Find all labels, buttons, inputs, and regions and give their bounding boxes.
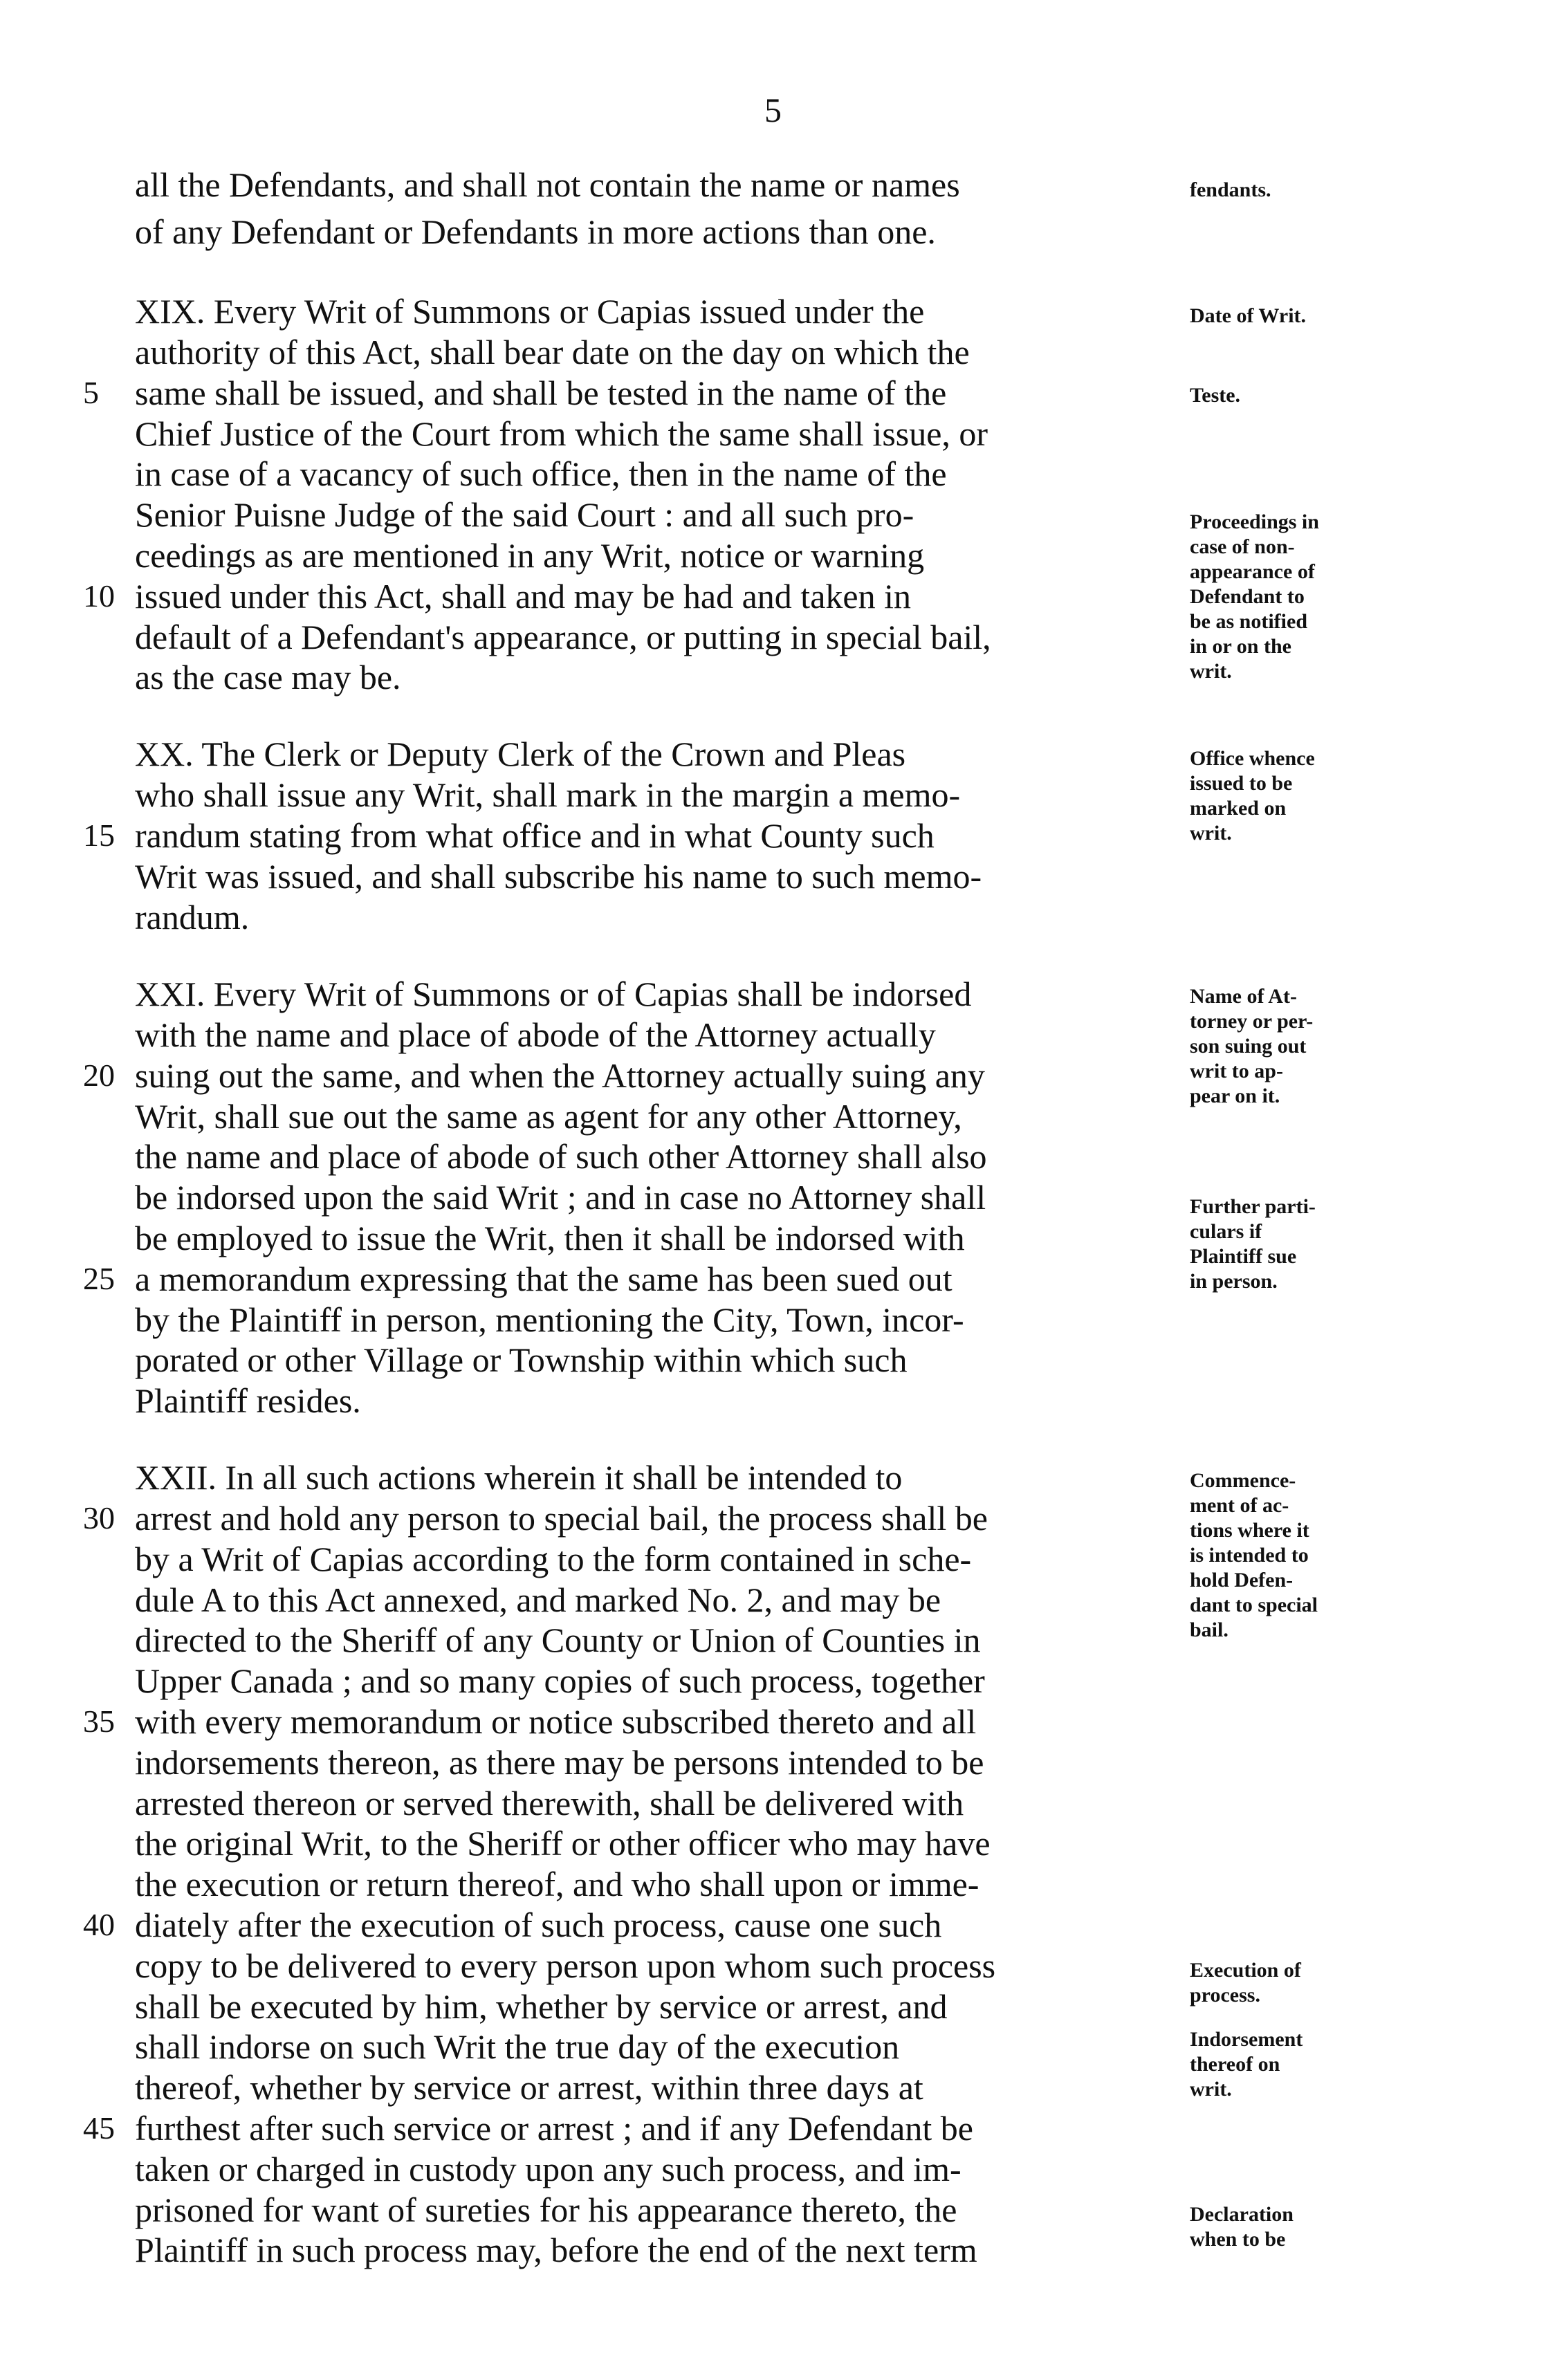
margin-note: Date of Writ. <box>1190 304 1307 327</box>
margin-note: in person. <box>1190 1270 1278 1293</box>
body-line: Plaintiff resides. <box>135 1381 361 1420</box>
body-line: the original Writ, to the Sheriff or other officer who may have <box>135 1824 991 1863</box>
margin-note: writ. <box>1190 2078 1232 2101</box>
margin-note: Further parti- <box>1190 1195 1316 1218</box>
margin-note: pear on it. <box>1190 1085 1280 1107</box>
body-line: randum stating from what office and in what County such <box>135 816 935 855</box>
body-line: be employed to issue the Writ, then it shall be indorsed with <box>135 1219 965 1257</box>
line-number: 5 <box>83 375 99 410</box>
margin-note: Name of At- <box>1190 985 1297 1008</box>
margin-note: Office whence <box>1190 747 1315 770</box>
line-number: 40 <box>83 1907 115 1942</box>
margin-note: culars if <box>1190 1220 1262 1243</box>
margin-note: tions where it <box>1190 1519 1309 1542</box>
margin-note: bail. <box>1190 1618 1228 1641</box>
margin-note: marked on <box>1190 797 1287 820</box>
line-number: 15 <box>83 818 115 853</box>
body-line: shall indorse on such Writ the true day of the execution <box>135 2027 900 2066</box>
body-line: who shall issue any Writ, shall mark in the margin a memo- <box>135 775 961 814</box>
margin-note: fendants. <box>1190 178 1271 201</box>
body-line: Upper Canada ; and so many copies of such process, together <box>135 1661 985 1700</box>
margin-note: dant to special <box>1190 1594 1318 1616</box>
margin-note: be as notified <box>1190 610 1308 633</box>
margin-note: hold Defen- <box>1190 1569 1294 1592</box>
margin-note: Plaintiff sue <box>1190 1245 1297 1268</box>
line-number: 35 <box>83 1704 115 1739</box>
line-number: 45 <box>83 2110 115 2146</box>
body-line: arrested thereon or served therewith, shall be delivered with <box>135 1784 964 1823</box>
margin-note: writ. <box>1190 660 1232 683</box>
body-line: all the Defendants, and shall not contain the name or names <box>135 165 960 204</box>
margin-note: ment of ac- <box>1190 1494 1289 1517</box>
body-line: diately after the execution of such process, cause one such <box>135 1906 942 1944</box>
body-line: thereof, whether by service or arrest, within three days at <box>135 2068 923 2107</box>
body-line: XX. The Clerk or Deputy Clerk of the Crown and Pleas <box>135 735 906 773</box>
margin-note: Execution of <box>1190 1959 1301 1982</box>
body-line: same shall be issued, and shall be tested in the name of the <box>135 373 947 412</box>
body-line: XXII. In all such actions wherein it shall be intended to <box>135 1458 903 1497</box>
body-line: authority of this Act, shall bear date on the day on which the <box>135 333 970 371</box>
margin-note: torney or per- <box>1190 1010 1314 1033</box>
line-number: 10 <box>83 578 115 614</box>
body-line: with every memorandum or notice subscribed thereto and all <box>135 1702 977 1741</box>
line-number: 30 <box>83 1500 115 1535</box>
body-line: default of a Defendant's appearance, or putting in special bail, <box>135 618 991 656</box>
margin-note: is intended to <box>1190 1544 1309 1567</box>
body-line: Writ was issued, and shall subscribe his name to such memo- <box>135 857 982 896</box>
body-line: shall be executed by him, whether by service or arrest, and <box>135 1987 948 2026</box>
body-line: ceedings as are mentioned in any Writ, notice or warning <box>135 536 925 575</box>
body-line: randum. <box>135 898 250 937</box>
margin-note: issued to be <box>1190 772 1293 795</box>
body-line: of any Defendant or Defendants in more actions than one. <box>135 212 936 251</box>
body-line: by the Plaintiff in person, mentioning the City, Town, incor- <box>135 1300 964 1339</box>
line-number: 25 <box>83 1261 115 1296</box>
margin-note: Teste. <box>1190 384 1241 407</box>
body-line: by a Writ of Capias according to the form contained in sche- <box>135 1540 972 1578</box>
body-line: be indorsed upon the said Writ ; and in case no Attorney shall <box>135 1178 986 1217</box>
body-line: as the case may be. <box>135 658 401 697</box>
body-line: porated or other Village or Township within which such <box>135 1340 908 1379</box>
body-line: indorsements thereon, as there may be persons intended to be <box>135 1743 984 1782</box>
body-line: XXI. Every Writ of Summons or of Capias shall be indorsed <box>135 975 972 1013</box>
margin-note: Proceedings in <box>1190 510 1319 533</box>
margin-note: process. <box>1190 1984 1260 2007</box>
body-line: with the name and place of abode of the Attorney actually <box>135 1015 936 1054</box>
body-line: Writ, shall sue out the same as agent for any other Attorney, <box>135 1097 962 1136</box>
margin-note: case of non- <box>1190 535 1295 558</box>
body-line: a memorandum expressing that the same has been sued out <box>135 1260 953 1298</box>
body-line: copy to be delivered to every person upon whom such process <box>135 1946 996 1985</box>
body-line: Senior Puisne Judge of the said Court : and all such pro- <box>135 495 914 534</box>
body-line: Chief Justice of the Court from which the same shall issue, or <box>135 414 988 453</box>
margin-note: writ to ap- <box>1190 1060 1283 1082</box>
body-line: XIX. Every Writ of Summons or Capias issued under the <box>135 292 925 331</box>
margin-note: Indorsement <box>1190 2028 1303 2051</box>
body-line: in case of a vacancy of such office, then in the name of the <box>135 454 947 493</box>
margin-note: Commence- <box>1190 1469 1296 1492</box>
body-line: Plaintiff in such process may, before the end of the next term <box>135 2231 977 2269</box>
body-line: the name and place of abode of such other Attorney shall also <box>135 1137 987 1176</box>
margin-note: appearance of <box>1190 560 1315 583</box>
page-number: 5 <box>764 91 782 129</box>
margin-note: Declaration <box>1190 2203 1294 2226</box>
margin-note: son suing out <box>1190 1035 1307 1058</box>
body-line: issued under this Act, shall and may be had and taken in <box>135 577 911 616</box>
margin-note: writ. <box>1190 822 1232 845</box>
margin-note: Defendant to <box>1190 585 1305 608</box>
margin-note: in or on the <box>1190 635 1291 658</box>
body-line: taken or charged in custody upon any such process, and im- <box>135 2150 961 2188</box>
body-line: dule A to this Act annexed, and marked No. 2, and may be <box>135 1580 941 1619</box>
body-line: furthest after such service or arrest ; and if any Defendant be <box>135 2109 973 2148</box>
body-line: prisoned for want of sureties for his appearance thereto, the <box>135 2190 957 2229</box>
margin-note: thereof on <box>1190 2053 1280 2076</box>
body-line: arrest and hold any person to special bail, the process shall be <box>135 1499 988 1538</box>
margin-note: when to be <box>1190 2228 1286 2251</box>
body-line: suing out the same, and when the Attorney actually suing any <box>135 1056 985 1095</box>
line-number: 20 <box>83 1058 115 1093</box>
body-line: the execution or return thereof, and who shall upon or imme- <box>135 1865 979 1903</box>
body-line: directed to the Sheriff of any County or Union of Counties in <box>135 1621 981 1659</box>
